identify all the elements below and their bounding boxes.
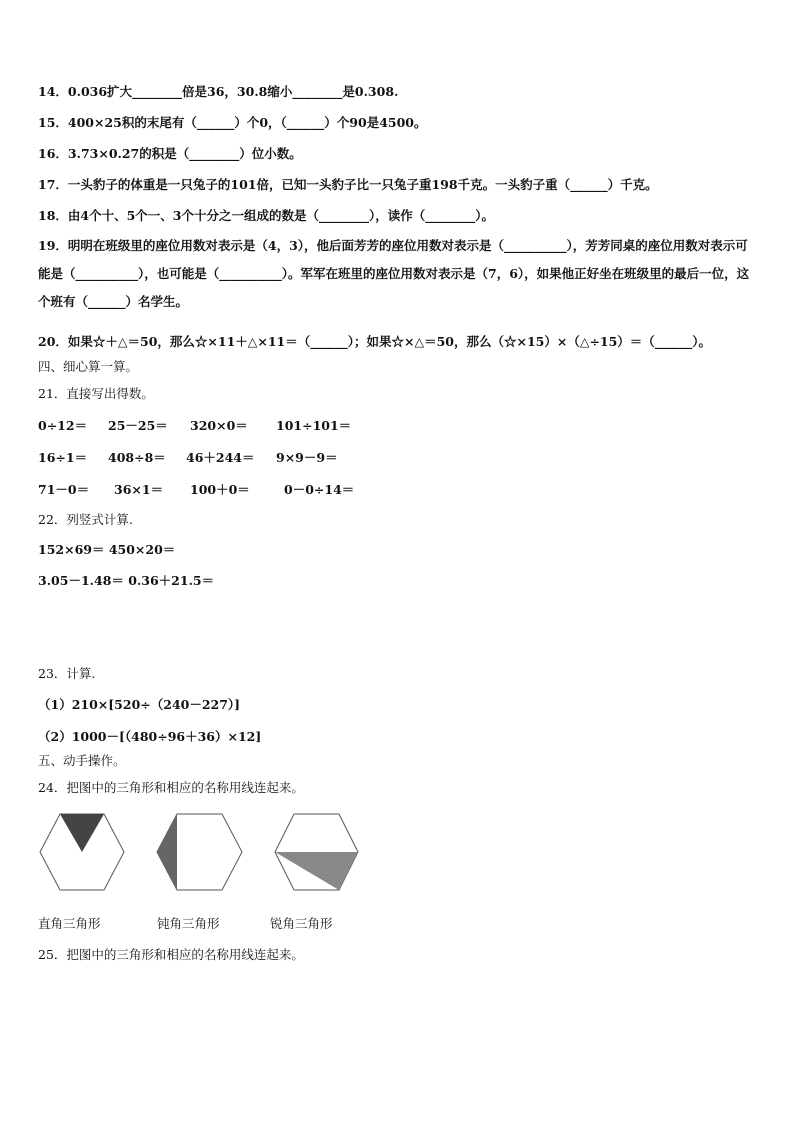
calc-item: 0－0÷14＝ <box>284 482 355 497</box>
calc-item: 100＋0＝ <box>190 482 250 497</box>
label-right-triangle: 直角三角形 <box>38 916 101 931</box>
calc-row-3 <box>38 480 354 498</box>
question-22: 22．列竖式计算. <box>38 512 133 527</box>
question-20: 20．如果☆＋△＝50，那么☆×11＋△×11＝（______）；如果☆×△＝50，那么（☆×15）×（△÷15）＝（______）。 <box>38 334 712 349</box>
hexagon-right-triangle <box>40 814 124 890</box>
label-acute-triangle: 锐角三角形 <box>270 916 333 931</box>
calc-item: 16÷1＝ <box>38 450 88 465</box>
hexagon-obtuse-triangle <box>157 814 242 890</box>
question-23-part-1: （1）210×[520÷（240－227）] <box>38 697 241 712</box>
question-23-part-2: （2）1000－[（480÷96＋36）×12] <box>38 729 262 744</box>
calc-item: 320×0＝ <box>190 418 248 433</box>
hexagon-acute-triangle <box>275 814 358 890</box>
question-25: 25．把图中的三角形和相应的名称用线连起来。 <box>38 947 304 962</box>
calc-item: 36×1＝ <box>114 482 164 497</box>
question-18: 18．由4个十、5个一、3个十分之一组成的数是（________），读作（________）。 <box>38 208 494 223</box>
question-15: 15．400×25积的末尾有（______）个0，（______）个90是4500。 <box>38 115 427 130</box>
question-16: 16．3.73×0.27的积是（________）位小数。 <box>38 146 302 161</box>
question-14: 14．0.036扩大________倍是36，30.8缩小________是0.308. <box>38 84 399 99</box>
calc-item: 46＋244＝ <box>186 450 255 465</box>
section-5-heading: 五、动手操作。 <box>38 753 126 768</box>
calc-item: 0÷12＝ <box>38 418 88 433</box>
calc-item: 9×9－9＝ <box>276 450 338 465</box>
calc-item: 101÷101＝ <box>276 418 352 433</box>
question-22-row-2: 3.05－1.48＝ 0.36＋21.5＝ <box>38 573 215 588</box>
label-obtuse-triangle: 钝角三角形 <box>157 916 220 931</box>
section-4-heading: 四、细心算一算。 <box>38 359 139 374</box>
question-24: 24．把图中的三角形和相应的名称用线连起来。 <box>38 780 304 795</box>
calc-row-1 <box>38 416 351 434</box>
question-23: 23．计算. <box>38 666 96 681</box>
calc-item: 71－0＝ <box>38 482 90 497</box>
question-17: 17．一头豹子的体重是一只兔子的101倍，已知一头豹子比一只兔子重198千克。一头豹子重（______）千克。 <box>38 177 658 192</box>
hexagon-figures <box>38 812 378 892</box>
calc-item: 408÷8＝ <box>108 450 166 465</box>
calc-item: 25－25＝ <box>108 418 168 433</box>
calc-row-2 <box>38 448 338 466</box>
question-19: 19．明明在班级里的座位用数对表示是（4，3），他后面芳芳的座位用数对表示是（__________），芳芳同桌的座位用数对表示可能是（__________），也可能是（__________）。军军在班里的座位用数对表示是（7，6），如果他正好坐在班级里的最后一位，这个班有（______）名学生。 <box>38 238 750 309</box>
question-22-row-1: 152×69＝ 450×20＝ <box>38 542 176 557</box>
question-21: 21．直接写出得数。 <box>38 386 154 401</box>
